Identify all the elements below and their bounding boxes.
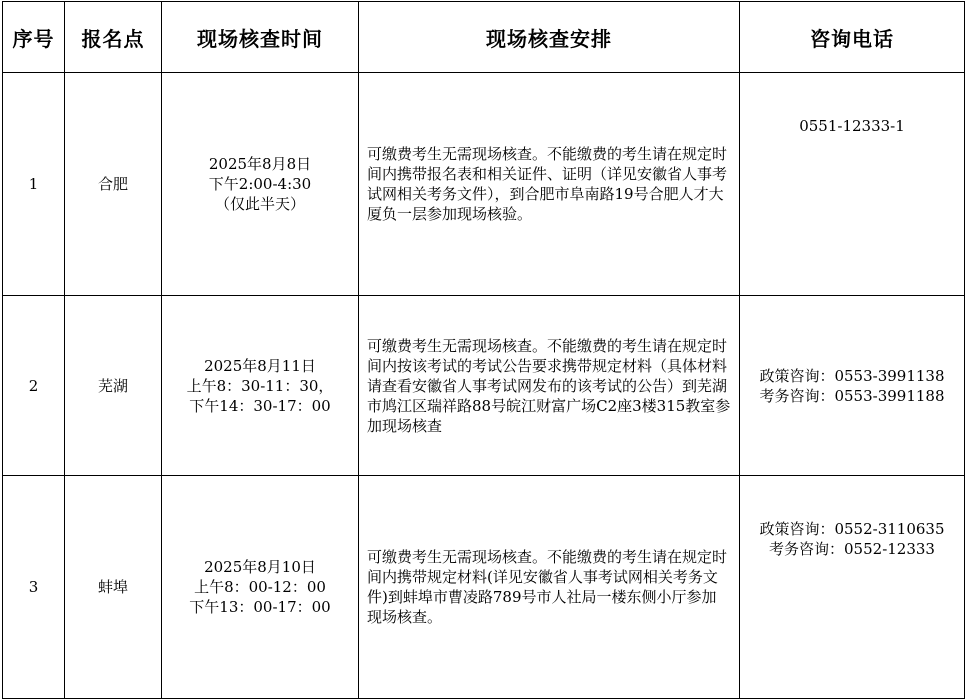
- time-line: 2025年8月11日: [204, 356, 316, 375]
- time-line: 下午13：00-17：00: [189, 598, 331, 616]
- time-line: 下午2:00-4:30: [208, 175, 312, 193]
- table-row: [3, 296, 965, 476]
- row-phone: [740, 296, 965, 476]
- row-time: [162, 296, 359, 476]
- verification-schedule-table: [2, 1, 965, 699]
- header-arrangement: 现场核查安排: [359, 2, 740, 73]
- time-line: （仅此半天）: [214, 195, 305, 213]
- table-row: [3, 73, 965, 296]
- row-arrangement: [359, 296, 740, 476]
- phone-line: 考务咨询：0553-3991188: [759, 386, 945, 405]
- time-line: 上午8：00-12：00: [194, 578, 326, 596]
- row-site: 芜湖: [65, 296, 162, 476]
- header-time: 现场核查时间: [162, 2, 359, 73]
- row-site: 蚌埠: [65, 476, 162, 699]
- row-site: 合肥: [65, 73, 162, 296]
- phone-line: 0551-12333-1: [799, 117, 905, 135]
- time-line: 上午8：30-11：30，: [186, 376, 334, 395]
- arrangement-text: 可缴费考生无需现场核查。不能缴费的考生请在规定时间内携带报名表和相关证件、证明（详见安徽省人事考试网相关考务文件），到合肥市阜南路19号合肥人才大厦负一层参加现场核验。: [367, 145, 728, 223]
- row-seq: 1: [3, 73, 65, 296]
- row-time: [162, 73, 359, 296]
- arrangement-text: 可缴费考生无需现场核查。不能缴费的考生请在规定时间内携带规定材料(详见安徽省人事考试网相关考务文件)到蚌埠市曹凌路789号市人社局一楼东侧小厅参加现场核查。: [367, 548, 728, 626]
- row-phone: [740, 476, 965, 699]
- row-seq: 3: [3, 476, 65, 699]
- phone-line: 政策咨询：0553-3991138: [759, 366, 945, 385]
- header-phone: 咨询电话: [740, 2, 965, 73]
- row-arrangement: [359, 73, 740, 296]
- phone-line: 考务咨询：0552-12333: [769, 540, 935, 558]
- row-time: [162, 476, 359, 699]
- row-seq: 2: [3, 296, 65, 476]
- time-line: 2025年8月8日: [208, 155, 312, 173]
- table-row: [3, 476, 965, 699]
- row-phone: [740, 73, 965, 296]
- time-line: 2025年8月10日: [204, 558, 316, 576]
- arrangement-text: 可缴费考生无需现场核查。不能缴费的考生请在规定时间内按该考试的考试公告要求携带规定材料（具体材料请查看安徽省人事考试网发布的该考试的公告）到芜湖市鸠江区瑞祥路88号皖江财富广场C2座3楼315教室参加现场核查: [367, 336, 731, 435]
- row-arrangement: [359, 476, 740, 699]
- phone-line: 政策咨询：0552-3110635: [759, 520, 945, 538]
- header-site: 报名点: [65, 2, 162, 73]
- header-seq: 序号: [3, 2, 65, 73]
- time-line: 下午14：30-17：00: [189, 396, 331, 415]
- table-header-row: [3, 2, 965, 73]
